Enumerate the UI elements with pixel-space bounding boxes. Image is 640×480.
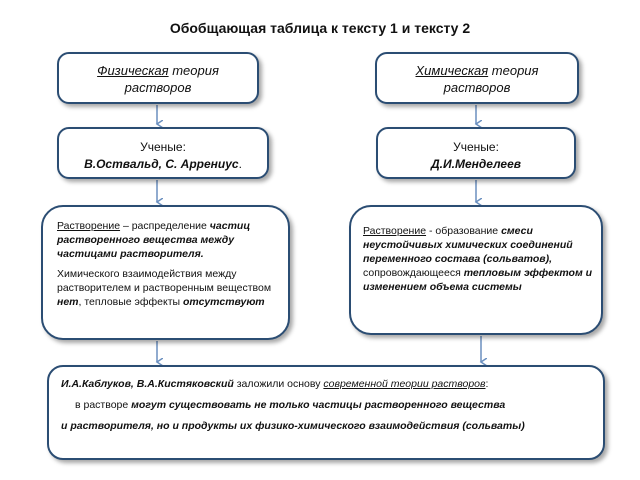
definition-left-p2b: нет [57,296,79,308]
modern-theory-l2a: в растворе [75,399,132,411]
physical-word: Физическая [97,63,169,78]
scientists-left-suffix: . [238,157,242,171]
definition-right-t1: - образование [426,225,502,237]
definition-left-dash: – распределение [120,220,207,232]
modern-theory-line1 [61,377,593,392]
definition-right-term: Растворение [363,225,427,237]
scientists-left-names: В.Оствальд, С. Аррениус [84,157,239,171]
modern-theory-t2: : [485,378,489,390]
modern-theory-l2b: могут существовать не только частицы растворенного вещества [131,399,506,411]
physical-rest2: растворов [124,80,192,95]
definition-left-box [41,205,290,340]
definition-left-bold: частиц растворенного вещества между частицами растворителя. [57,220,251,260]
physical-rest1: теория [168,63,219,78]
modern-theory-line2 [61,398,593,413]
modern-theory-line3: и растворителя, но и продукты их физико-химического взаимодействия (сольваты) [61,420,525,432]
scientists-left-box [57,127,269,179]
definition-left-term: Растворение [57,220,121,232]
chemical-word: Химическая [415,63,489,78]
definition-left-p2a: Химического взаимодействия между растворителем и растворенным веществом [57,268,272,294]
physical-theory-box [57,52,259,104]
definition-right-box [349,205,603,335]
definition-left-p2c: , тепловые эффекты [78,296,184,308]
chemical-rest2: растворов [443,80,511,95]
definition-left-p2d: отсутствуют [183,296,265,308]
definition-right-t2: сопровождающееся [363,267,464,279]
definition-right-b1: смеси неустойчивых химических соединений переменного состава (сольватов), [363,225,573,265]
definition-right-para [363,224,593,294]
modern-theory-names: И.А.Каблуков, В.А.Кистяковский [61,378,234,390]
scientists-right-box [376,127,576,179]
page-title: Обобщающая таблица к тексту 1 и тексту 2 [169,20,471,36]
chemical-rest1: теория [488,63,539,78]
modern-theory-link: современной теории растворов [323,378,486,390]
scientists-right-label: Ученые: [453,140,499,154]
modern-theory-t1: заложили основу [233,378,324,390]
scientists-left-label: Ученые: [140,140,186,154]
chemical-theory-box [375,52,579,104]
definition-left-para2 [57,267,278,309]
definition-right-b2: тепловым эффектом и изменением объема системы [363,267,593,293]
scientists-right-names: Д.И.Менделеев [430,157,522,171]
definition-left-para1 [57,219,278,261]
modern-theory-box [47,365,605,460]
